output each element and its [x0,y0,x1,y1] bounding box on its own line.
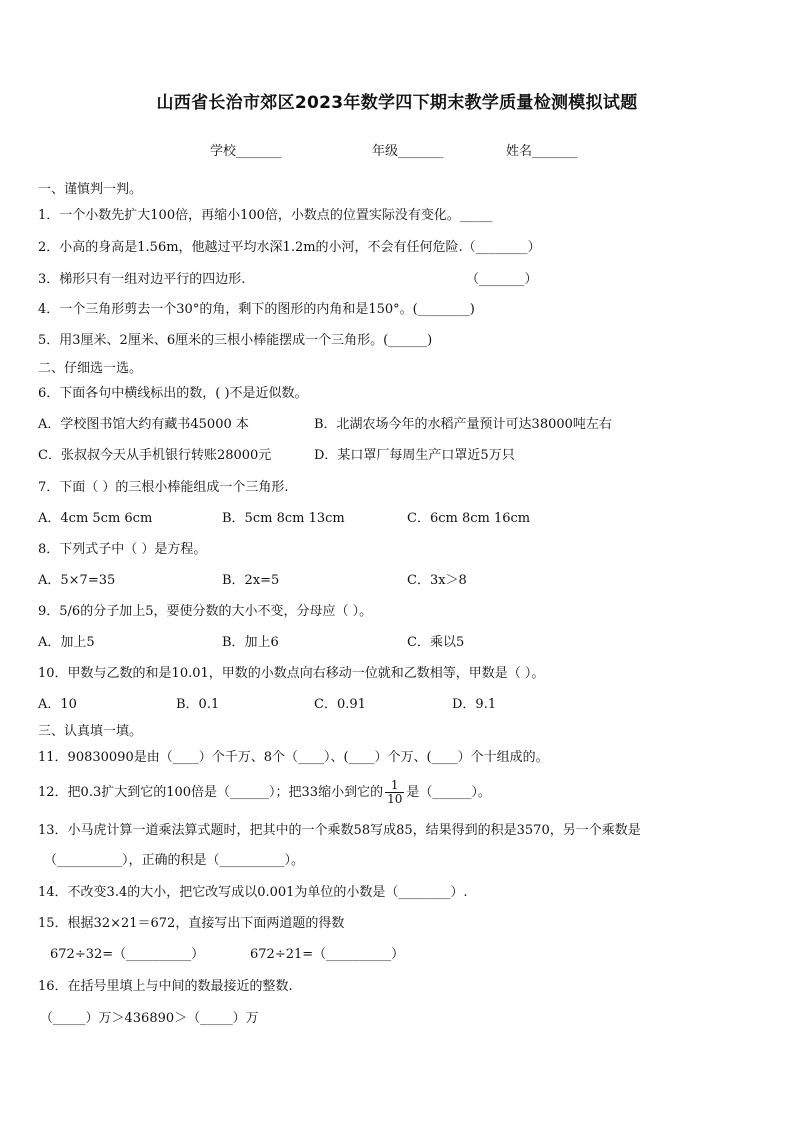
question-15-item-b: 672÷21=（__________） [250,947,405,962]
question-10-option-a: A．10 [38,697,77,712]
question-6-option-d: D．某口罩厂每周生产口罩近5万只 [314,448,515,463]
question-8-option-c: C．3x＞8 [407,573,467,588]
question-12 [38,778,491,816]
question-6-option-b: B．北湖农场今年的水稻产量预计可达38000吨左右 [314,417,612,432]
question-10-option-b: B．0.1 [176,697,220,712]
question-9: 9．5/6的分子加上5，要使分数的大小不变，分母应（ ）。 [38,604,373,619]
question-3: 3．梯形只有一组对边平行的四边形. [38,272,246,287]
question-15: 15．根据32×21＝672，直接写出下面两道题的得数 [38,916,345,931]
question-8-option-a: A．5×7=35 [38,573,116,588]
question-10: 10．甲数与乙数的和是10.01，甲数的小数点向右移动一位就和乙数相等，甲数是（ ）。 [38,666,545,681]
question-10-option-c: C．0.91 [314,697,366,712]
page-title: 山西省长治市郊区2023年数学四下期末教学质量检测模拟试题 [156,93,638,113]
question-4: 4．一个三角形剪去一个30°的角，剩下的图形的内角和是150°。(________) [38,302,475,317]
question-3-answer-blank: （_______） [466,272,538,287]
question-7: 7．下面（ ）的三根小棒能组成一个三角形. [38,480,289,495]
section-heading-2: 二、仔细选一选。 [38,361,143,376]
grade-field: 年级_______ [372,144,444,159]
question-8: 8．下列式子中（ ）是方程。 [38,542,207,557]
question-9-option-b: B．加上6 [222,635,279,650]
name-field: 姓名_______ [506,144,578,159]
question-8-option-b: B．2x=5 [222,573,280,588]
question-6-option-a: A．学校图书馆大约有藏书45000 本 [38,417,249,432]
question-1: 1．一个小数先扩大100倍，再缩小100倍，小数点的位置实际没有变化。_____ [38,208,493,223]
question-14: 14．不改变3.4的大小，把它改写成以0.001为单位的小数是（________）. [38,885,468,900]
question-13-line-1: 13．小马虎计算一道乘法算式题时，把其中的一个乘数58写成85，结果得到的积是3570，另一个乘数是 [38,823,641,838]
section-heading-1: 一、谨慎判一判。 [38,182,143,197]
question-6-option-c: C．张叔叔今天从手机银行转账28000元 [38,448,272,463]
question-12-part-1: 12．把0.3扩大到它的100倍是（______）；把33缩小到它的 [38,785,384,800]
question-5: 5．用3厘米、2厘米、6厘米的三根小棒能摆成一个三角形。(______) [38,333,433,348]
question-10-option-d: D．9.1 [452,697,497,712]
question-15-item-a: 672÷32=（__________） [50,947,205,962]
question-7-option-b: B．5cm 8cm 13cm [222,511,345,526]
question-11: 11．90830090是由（____）个千万、8个（____）、(____）个万、(____）个十组成的。 [38,750,549,765]
question-12-part-2: 是（______）。 [406,785,491,800]
fraction-numerator: 1 [385,779,404,793]
question-9-option-c: C．乘以5 [407,635,465,650]
question-9-option-a: A．加上5 [38,635,95,650]
school-field: 学校_______ [210,144,282,159]
question-2: 2．小高的身高是1.56m，他越过平均水深1.2m的小河，不会有任何危险.（________） [38,240,541,255]
question-16-item: （_____）万＞436890＞（_____）万 [40,1011,259,1026]
fraction-denominator: 10 [387,792,403,806]
question-7-option-c: C．6cm 8cm 16cm [407,511,531,526]
question-13-line-2: （__________），正确的积是（__________）。 [44,853,305,868]
question-7-option-a: A．4cm 5cm 6cm [38,511,153,526]
section-heading-3: 三、认真填一填。 [38,724,143,739]
fraction-one-tenth [385,779,404,806]
question-16: 16．在括号里填上与中间的数最接近的整数. [38,979,293,994]
question-6: 6．下面各句中横线标出的数，( )不是近似数。 [38,386,308,401]
